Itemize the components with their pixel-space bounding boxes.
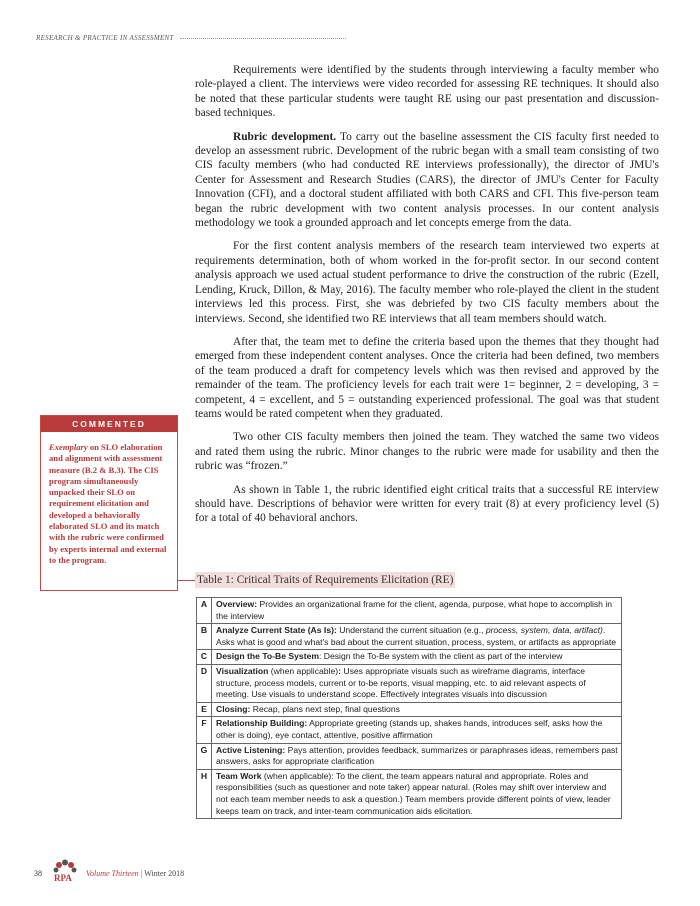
paragraph-5: Two other CIS faculty members then joined the team. They watched the same two videos and rated them using the rubric. Minor changes to the rubric were made for usability and then the rubric was “frozen.” — [195, 431, 659, 473]
table-row — [197, 702, 622, 717]
trait-desc: : Design the To-Be system with the client as part of the interview — [319, 651, 563, 662]
sidebar-title: COMMENTED — [41, 416, 177, 432]
table-row — [197, 650, 622, 665]
body-text — [195, 63, 659, 535]
traits-table — [196, 597, 622, 819]
sidebar-connector-line — [178, 580, 195, 581]
row-letter: D — [197, 664, 212, 702]
page-footer — [34, 858, 184, 888]
row-letter: F — [197, 717, 212, 743]
table-row — [197, 717, 622, 743]
trait-name: Relationship Building: — [216, 718, 308, 729]
row-description — [212, 598, 622, 624]
paragraph-4: After that, the team met to define the criteria based upon the themes that they thought had emerged from these independent content analyses. Once the criteria had been defined, two members of the team produced a draft for competency levels which was then revised and approved by the remainder of the team. The proficiency levels for each trait were 1= beginner, 2 = developing, 3 = competent, 4 = excellent, and 5 = outstanding experienced professional. The goal was that student teams would be rated competent when they graduated. — [195, 335, 659, 420]
table-row — [197, 664, 622, 702]
row-letter: C — [197, 650, 212, 665]
row-letter: E — [197, 702, 212, 717]
logo-text: RPA — [54, 873, 72, 883]
trait-name: Active Listening: — [216, 744, 286, 755]
table-row — [197, 769, 622, 818]
trait-desc: Provides an organizational frame for the client, agenda, purpose, what hope to accomplish in the interview — [216, 599, 613, 621]
header-dotted-rule — [180, 38, 346, 39]
row-letter: B — [197, 624, 212, 650]
paragraph-2 — [195, 130, 659, 231]
trait-name: Overview: — [216, 599, 258, 609]
row-description — [212, 743, 622, 769]
trait-name: Analyze Current State (As Is): — [216, 625, 337, 636]
rubric-development-heading: Rubric development. — [233, 130, 337, 143]
sidebar-text — [41, 432, 177, 566]
table-title: Table 1: Critical Traits of Requirements Elicitation (RE) — [197, 574, 454, 586]
row-description — [212, 664, 622, 702]
paragraph-1: Requirements were identified by the students through interviewing a faculty member who role-played a client. The interviews were video recorded for assessing RE techniques. It should also be noted that these particular students were taught RE using our past presentation and discussion-based techniques. — [195, 64, 659, 120]
paragraph-2-text: To carry out the baseline assessment the CIS faculty first needed to develop an assessment rubric. Development of the rubric began with a small team consisting of two CIS faculty members (who had conducted RE interviews professionally), the director of JMU's Center for Assessment and Research Studies (CARS), the director of JMU's Center for Faculty Innovation (CFI), and a doctoral student affiliated with both CARS and CFI. This five-person team began the rubric development with two content analysis processes. In our content analysis methodology we took a grounded approach and let concepts emerge from the data. — [195, 130, 659, 230]
season-label: Winter 2018 — [144, 868, 185, 878]
row-description — [212, 624, 622, 650]
row-letter: H — [197, 769, 212, 818]
trait-desc: Pays attention, provides feedback, summarizes or paraphrases ideas, remembers past answers, asks for appropriate clarification — [216, 744, 618, 767]
page-number: 38 — [34, 868, 42, 878]
running-title: RESEARCH & PRACTICE IN ASSESSMENT — [36, 34, 174, 42]
running-header — [36, 34, 346, 42]
row-description — [212, 769, 622, 818]
trait-desc: Appropriate greeting (stands up, shakes hands, introduces self, asks how the other is doing), eye contact, attentive, positive affirmation — [216, 718, 603, 740]
row-letter: A — [197, 598, 212, 624]
trait-desc: Understand the current situation (e.g., — [336, 625, 486, 636]
table-row — [197, 598, 622, 624]
table-row — [197, 624, 622, 650]
trait-colon: : — [338, 665, 341, 676]
trait-name: Design the To-Be System — [216, 651, 319, 662]
paragraph-6: As shown in Table 1, the rubric identified eight critical traits that a successful RE interview should have. Descriptions of behavior were written for every trait (8) at every proficiency level (5) for a total of 40 behavioral anchors. — [195, 483, 659, 525]
trait-desc: Uses appropriate visuals such as wireframe diagrams, interface structure, process models, current or to-be reports, visual mapping, etc. to aid relevant aspects of meeting. Use visuals to understand scope. Effectively integrates visuals into discussion — [216, 665, 586, 700]
trait-name: Team Work — [216, 770, 262, 781]
paragraph-3: For the first content analysis members of the research team interviewed two experts at requirements determination, both of whom worked in the for-profit sector. In our second content analysis approach we used actual student performance to drive the construction of the rubric (Ezell, Lending, Kruck, Dillon, & May, 2016). The faculty member who role-played the client in the student interviews led this process. First, she was debriefed by two CIS faculty members about the interviews. Second, she identified two RE interviews that all team members should watch. — [195, 240, 659, 325]
trait-name: Visualization — [216, 665, 269, 676]
trait-desc-italic: process, system, data, artifact) — [485, 625, 603, 636]
row-letter: G — [197, 743, 212, 769]
trait-desc: (when applicable): To the client, the team appears natural and appropriate. Roles and responsibilities (such as questioner and note taker) appear natural. (Roles may shift over interview and not each team member needs to ask a question.) Team members provide different points of view, leader keeps team on track, and inter-team communication aids elicitation. — [216, 770, 611, 816]
trait-desc: Recap, plans next step, final questions — [250, 703, 400, 714]
trait-desc-cont: . Asks what is good and what's bad about the current situation, process, system, or artifacts as appropriate — [216, 625, 617, 647]
trait-name: Closing: — [216, 703, 251, 714]
sidebar-lead: Exemplary — [49, 442, 88, 452]
volume-label: Volume Thirteen — [86, 868, 139, 878]
trait-paren: (when applicable) — [268, 665, 339, 676]
table-row — [197, 743, 622, 769]
row-description — [212, 717, 622, 743]
row-description — [212, 702, 622, 717]
sidebar-body: on SLO elaboration and alignment with assessment measure (B.2 & B.3). The CIS program simultaneously unpacked their SLO on requirement elicitation and developed a behaviorally elaborated SLO and its match with the rubric were confirmed by experts internal and external to the program. — [49, 442, 167, 565]
commented-sidebar — [40, 415, 178, 591]
rpa-logo — [50, 859, 80, 887]
row-description — [212, 650, 622, 665]
footer-separator: | — [140, 868, 143, 878]
